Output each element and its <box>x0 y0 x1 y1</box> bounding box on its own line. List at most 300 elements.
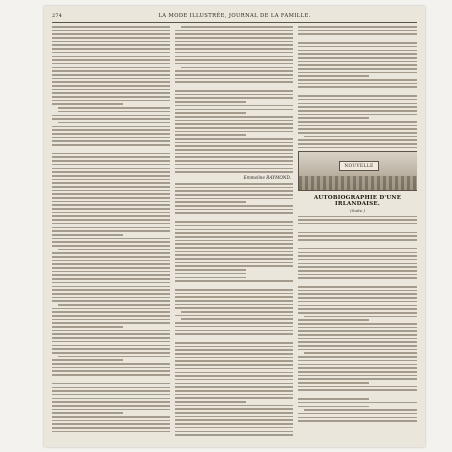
illustration-banner: NOUVELLE <box>339 161 379 171</box>
text-line <box>52 215 170 217</box>
text-line <box>52 409 170 411</box>
text-line <box>175 394 293 396</box>
text-line <box>52 363 170 365</box>
text-line <box>52 322 170 324</box>
text-line <box>175 127 293 129</box>
text-line <box>52 427 170 429</box>
text-line <box>52 394 170 396</box>
text-line <box>175 198 293 200</box>
text-line <box>175 337 293 340</box>
text-line <box>175 33 293 35</box>
text-line <box>52 271 170 273</box>
text-line <box>298 259 417 261</box>
text-line <box>52 201 170 203</box>
text-line <box>52 148 170 151</box>
text-line <box>298 95 417 97</box>
text-line <box>298 312 417 314</box>
text-line <box>175 37 293 39</box>
text-line <box>58 107 170 109</box>
text-line <box>298 125 417 127</box>
text-line <box>52 26 170 28</box>
text-line <box>52 59 170 61</box>
text-line <box>175 156 293 158</box>
text-line <box>175 134 246 136</box>
text-line <box>298 367 417 369</box>
text-line <box>298 308 417 310</box>
text-line <box>298 330 417 332</box>
text-line <box>52 164 170 166</box>
text-column-3 <box>298 26 417 440</box>
text-line <box>175 284 293 287</box>
text-line <box>52 96 170 98</box>
text-line <box>298 219 417 221</box>
text-line <box>175 357 293 359</box>
text-line <box>298 235 417 237</box>
text-line <box>175 112 246 114</box>
text-line <box>52 282 170 284</box>
text-line <box>52 431 170 433</box>
text-line <box>298 75 369 77</box>
text-line <box>52 103 123 105</box>
text-line <box>52 74 170 76</box>
text-line <box>175 221 293 223</box>
journal-title: LA MODE ILLUSTRÉE, JOURNAL DE LA FAMILLE. <box>158 13 311 19</box>
text-line <box>175 296 293 298</box>
text-line <box>52 67 170 69</box>
text-line <box>52 274 170 276</box>
text-line <box>52 245 170 247</box>
text-line <box>175 401 246 403</box>
text-line <box>175 368 293 370</box>
text-line <box>175 85 293 88</box>
text-line <box>298 334 417 336</box>
text-line <box>52 223 170 225</box>
text-line <box>298 371 417 373</box>
text-line <box>175 342 293 344</box>
text-line <box>304 136 417 138</box>
text-line <box>175 225 293 227</box>
text-line <box>52 252 170 254</box>
text-line <box>175 372 293 374</box>
text-line <box>52 37 170 39</box>
text-line <box>175 346 293 348</box>
text-line <box>175 138 293 140</box>
text-line <box>175 353 293 355</box>
text-line <box>52 234 123 236</box>
text-line <box>298 64 417 66</box>
text-line <box>298 290 417 292</box>
text-line <box>298 327 417 329</box>
text-line <box>52 423 170 425</box>
text-line <box>52 337 170 339</box>
text-line <box>181 26 293 28</box>
text-line <box>175 168 293 170</box>
section-subtitle: (Suite.) <box>350 207 365 213</box>
text-line <box>52 412 123 414</box>
column-3-text-lines-top <box>298 26 417 148</box>
text-line <box>175 277 246 279</box>
nouvelle-illustration <box>298 151 417 191</box>
text-line <box>175 383 293 385</box>
text-line <box>175 216 293 219</box>
text-line <box>298 252 417 254</box>
text-line <box>298 53 417 55</box>
text-line <box>298 341 417 343</box>
text-line <box>52 168 170 170</box>
text-line <box>175 307 293 309</box>
text-line <box>175 265 293 267</box>
text-line <box>52 33 170 35</box>
text-line <box>175 434 293 436</box>
text-line <box>175 229 293 231</box>
text-line <box>52 100 170 102</box>
text-column-1 <box>52 26 170 440</box>
text-line <box>298 386 417 388</box>
text-line <box>52 92 170 94</box>
text-line <box>52 387 170 389</box>
text-line <box>298 139 417 141</box>
text-line <box>175 304 293 306</box>
text-line <box>52 193 170 195</box>
page-header <box>52 10 417 22</box>
text-line <box>181 67 293 69</box>
text-line <box>52 44 170 46</box>
text-line <box>175 379 293 381</box>
text-line <box>298 402 417 404</box>
text-line <box>298 232 417 234</box>
text-line <box>298 79 417 81</box>
text-line <box>175 48 293 50</box>
text-line <box>175 52 293 54</box>
text-line <box>298 243 417 246</box>
text-line <box>175 293 293 295</box>
text-line <box>175 70 293 72</box>
text-line <box>52 140 170 142</box>
text-line <box>175 386 293 388</box>
text-line <box>298 406 369 408</box>
text-line <box>52 48 170 50</box>
text-line <box>58 304 170 306</box>
text-line <box>298 301 417 303</box>
section-title: AUTOBIOGRAPHIE D'UNE IRLANDAISE. <box>313 194 402 207</box>
text-line <box>175 105 293 107</box>
text-line <box>52 230 170 232</box>
text-line <box>175 349 293 351</box>
text-line <box>175 44 293 46</box>
text-line <box>52 401 170 403</box>
text-line <box>298 360 417 362</box>
text-line <box>175 240 293 242</box>
text-line <box>52 390 170 392</box>
text-line <box>52 227 170 229</box>
text-line <box>298 223 417 225</box>
text-line <box>52 263 170 265</box>
text-line <box>175 97 293 99</box>
text-line <box>52 85 170 87</box>
text-line <box>52 41 170 43</box>
text-line <box>52 348 170 350</box>
text-line <box>52 341 170 343</box>
text-line <box>175 194 293 196</box>
text-line <box>58 249 170 251</box>
author-signature: Emmeline RAYMOND. <box>243 174 291 180</box>
text-line <box>298 106 417 108</box>
text-line <box>52 115 170 117</box>
text-line <box>175 101 246 103</box>
text-line <box>52 319 170 321</box>
text-line <box>298 393 417 396</box>
text-line <box>52 133 170 135</box>
text-line <box>52 267 170 269</box>
text-line <box>298 281 417 284</box>
text-line <box>298 378 417 380</box>
text-line <box>298 286 417 288</box>
text-line <box>175 247 293 249</box>
text-line <box>175 236 293 238</box>
text-line <box>298 255 417 257</box>
text-line <box>175 212 293 214</box>
text-line <box>298 413 417 415</box>
text-line <box>52 286 170 288</box>
text-line <box>298 239 417 241</box>
text-line <box>52 300 170 302</box>
text-line <box>52 374 170 376</box>
text-line <box>298 83 417 85</box>
text-line <box>52 137 170 139</box>
text-line <box>298 398 369 400</box>
text-line <box>52 367 170 369</box>
text-line <box>52 212 170 214</box>
text-line <box>52 238 170 240</box>
text-line <box>175 171 293 173</box>
text-line <box>52 171 170 173</box>
text-line <box>298 37 417 40</box>
text-line <box>175 123 293 125</box>
text-line <box>298 143 417 145</box>
text-line <box>52 359 123 361</box>
text-column-2 <box>175 26 293 440</box>
text-line <box>298 338 417 340</box>
text-line <box>175 149 293 151</box>
text-line <box>298 33 417 35</box>
text-line <box>298 61 417 63</box>
text-line <box>52 182 170 184</box>
text-line <box>175 59 293 61</box>
text-line <box>52 156 170 158</box>
text-line <box>175 201 246 203</box>
text-line <box>52 293 170 295</box>
text-line <box>52 370 170 372</box>
text-line <box>298 114 417 116</box>
text-line <box>298 277 417 279</box>
text-line <box>175 63 293 65</box>
column-2-text-lines-bottom <box>175 183 293 436</box>
text-line <box>52 256 170 258</box>
text-line <box>52 160 170 162</box>
text-line <box>298 266 417 268</box>
text-line <box>298 90 417 93</box>
text-line <box>52 186 170 188</box>
text-line <box>175 269 246 271</box>
text-line <box>304 409 417 411</box>
text-line <box>298 121 417 123</box>
text-line <box>58 356 170 358</box>
column-3-text-lines-bottom <box>298 216 417 422</box>
text-line <box>175 360 293 362</box>
text-line <box>175 273 246 275</box>
text-line <box>52 129 170 131</box>
text-line <box>175 262 293 264</box>
text-line <box>52 78 170 80</box>
text-line <box>175 326 293 328</box>
text-line <box>298 128 417 130</box>
text-line <box>52 383 170 385</box>
text-line <box>175 390 293 392</box>
text-line <box>175 56 293 58</box>
text-line <box>52 315 170 317</box>
newspaper-page <box>44 6 425 447</box>
text-line <box>52 308 170 310</box>
text-line <box>52 378 170 381</box>
text-line <box>304 316 417 318</box>
text-line <box>175 251 293 253</box>
text-line <box>298 417 417 419</box>
text-line <box>175 164 293 166</box>
text-line <box>175 300 293 302</box>
text-line <box>52 330 170 332</box>
text-line <box>298 349 417 351</box>
text-line <box>175 280 293 282</box>
text-line <box>52 56 170 58</box>
text-line <box>52 420 170 422</box>
column-2-text-lines-top <box>175 26 293 173</box>
text-line <box>52 416 170 418</box>
text-line <box>304 352 417 354</box>
text-line <box>175 330 293 332</box>
text-line <box>52 352 170 354</box>
text-line <box>175 375 293 377</box>
text-line <box>52 144 170 146</box>
text-line <box>175 116 293 118</box>
text-line <box>298 132 417 134</box>
text-line <box>298 86 417 88</box>
text-line <box>175 30 293 32</box>
text-line <box>298 364 417 366</box>
text-line <box>52 297 170 299</box>
text-line <box>52 89 170 91</box>
text-line <box>52 204 170 206</box>
text-line <box>298 263 417 265</box>
text-line <box>175 120 293 122</box>
text-line <box>175 41 293 43</box>
text-line <box>298 345 417 347</box>
text-line <box>181 311 293 313</box>
text-line <box>52 311 170 313</box>
text-line <box>52 179 170 181</box>
text-line <box>52 326 123 328</box>
text-line <box>175 405 293 407</box>
text-line <box>175 243 293 245</box>
text-line <box>52 63 170 65</box>
column-1-text-lines <box>52 26 170 432</box>
header-rule <box>52 22 417 23</box>
text-line <box>175 81 293 83</box>
text-line <box>52 81 170 83</box>
text-line <box>298 227 417 230</box>
text-line <box>298 382 369 384</box>
text-line <box>52 345 170 347</box>
text-line <box>298 375 417 377</box>
text-line <box>298 248 417 250</box>
text-line <box>298 216 417 218</box>
text-line <box>175 187 293 189</box>
text-line <box>298 110 417 112</box>
text-line <box>52 153 170 155</box>
text-line <box>175 160 293 162</box>
text-line <box>175 412 293 414</box>
text-line <box>52 405 170 407</box>
text-line <box>181 318 293 320</box>
text-line <box>175 419 293 421</box>
text-line <box>298 26 417 28</box>
text-line <box>298 323 417 325</box>
text-line <box>298 72 417 74</box>
text-line <box>52 241 170 243</box>
text-line <box>52 30 170 32</box>
text-line <box>175 78 293 80</box>
text-line <box>52 278 170 280</box>
text-line <box>298 305 417 307</box>
text-line <box>52 289 170 291</box>
text-line <box>175 109 293 111</box>
text-line <box>175 258 293 260</box>
text-line <box>298 46 417 48</box>
text-line <box>175 416 293 418</box>
text-line <box>52 70 170 72</box>
text-line <box>175 205 293 207</box>
text-line <box>58 111 170 113</box>
text-line <box>175 74 293 76</box>
text-line <box>175 232 293 234</box>
text-line <box>298 68 417 70</box>
text-line <box>175 423 293 425</box>
text-line <box>298 293 417 295</box>
text-line <box>298 147 417 149</box>
text-line <box>175 254 293 256</box>
text-line <box>175 145 293 147</box>
text-line <box>52 208 170 210</box>
text-line <box>52 52 170 54</box>
text-line <box>175 397 293 399</box>
text-line <box>298 274 417 276</box>
text-line <box>175 142 293 144</box>
text-line <box>52 190 170 192</box>
text-line <box>58 122 170 124</box>
text-line <box>52 219 170 221</box>
text-line <box>52 126 170 128</box>
text-line <box>175 364 293 366</box>
text-line <box>298 57 417 59</box>
text-line <box>298 297 417 299</box>
text-line <box>175 289 293 291</box>
text-line <box>298 270 417 272</box>
text-line <box>52 118 170 120</box>
text-line <box>52 333 170 335</box>
page-number: 274 <box>52 13 63 19</box>
text-line <box>298 356 417 358</box>
text-line <box>298 389 417 391</box>
text-line <box>52 398 170 400</box>
